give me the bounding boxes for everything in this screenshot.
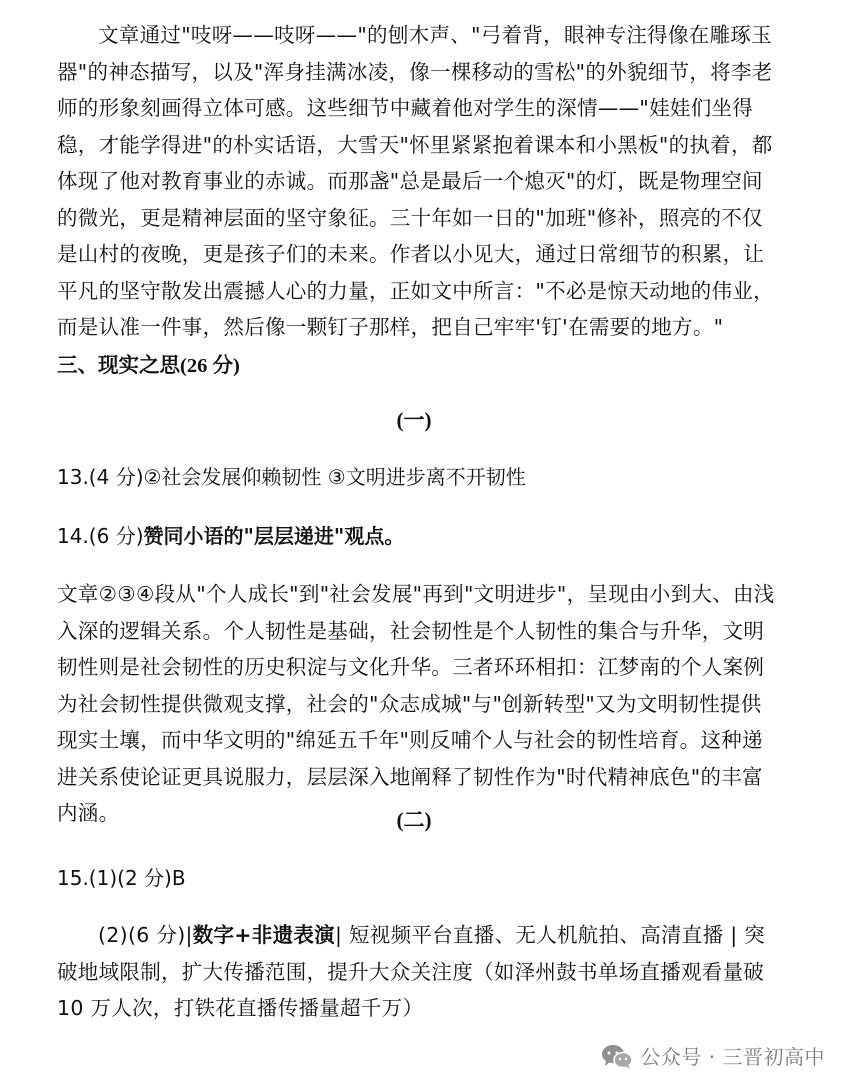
subsection-heading-2: (二) — [396, 808, 432, 832]
wechat-icon — [600, 1043, 634, 1071]
analysis-paragraph-1: 文章通过"吱呀——吱呀——"的刨木声、"弓着背，眼神专注得像在雕琢玉器"的神态描写，以及"浑身挂满冰凌，像一棵移动的雪松"的外貌细节，将李老师的形象刻画得立体可感。这些细节中藏着他对学生的深情——"娃娃们坐得稳，才能学得进"的朴实话语，大雪天"怀里紧紧抱着课本和小黑板"的执着，都体现了他对教育事业的赤诚。而那盏"总是最后一个熄灭"的灯，既是物理空间的微光，更是精神层面的坚守象征。三十年如一日的"加班"修补，照亮的不仅是山村的夜晚，更是孩子们的未来。作者以小见大，通过日常细节的积累，让平凡的坚守散发出震撼人心的力量，正如文中所言："不必是惊天动地的伟业，而是认准一件事，然后像一颗钉子那样，把自己牢牢'钉'在需要的地方。" — [57, 23, 774, 339]
question-14-viewpoint: 赞同小语的"层层递进"观点。 — [143, 524, 405, 548]
question-15-1-answer: 15.(1)(2 分)B — [57, 866, 186, 890]
section-score: (26 分) — [180, 355, 240, 377]
section-heading — [57, 347, 240, 384]
analysis-paragraph-2: 文章②③④段从"个人成长"到"社会发展"再到"文明进步"，呈现由小到大、由浅入深的逻辑关系。个人韧性是基础，社会韧性是个人韧性的集合与升华，文明韧性则是社会韧性的历史积淀与文化升华。三者环环相扣：江梦南的个人案例为社会韧性提供微观支撑，社会的"众志成城"与"创新转型"又为文明韧性提供现实土壤，而中华文明的"绵延五千年"则反哺个人与社会的韧性培育。这种递进关系使论证更具说服力，层层深入地阐释了韧性作为"时代精神底色"的丰富内涵。 — [57, 582, 775, 825]
question-15-2-detail: | 短视频平台直播、无人机航拍、高清直播 | 突破地域限制，扩大传播范围，提升大众关注度（如泽州鼓书单场直播观看量破 10 万人次，打铁花直播传播量超千万） — [57, 923, 766, 1020]
question-14-prefix: 14.(6 分) — [57, 524, 144, 548]
question-15-2-answer — [57, 917, 779, 1027]
watermark-text: 公众号 · 三晋初高中 — [640, 1045, 825, 1069]
question-15-2-keyword: 数字+非遗表演 — [192, 923, 335, 947]
question-15-2-prefix: (2)(6 分)| — [98, 923, 193, 947]
section-title: 三、现实之思 — [57, 353, 180, 377]
question-14-answer — [57, 520, 404, 552]
subsection-heading-1: (一) — [396, 408, 432, 432]
watermark — [600, 1043, 825, 1071]
question-13-answer: 13.(4 分)②社会发展仰赖韧性 ③文明进步离不开韧性 — [57, 465, 526, 489]
